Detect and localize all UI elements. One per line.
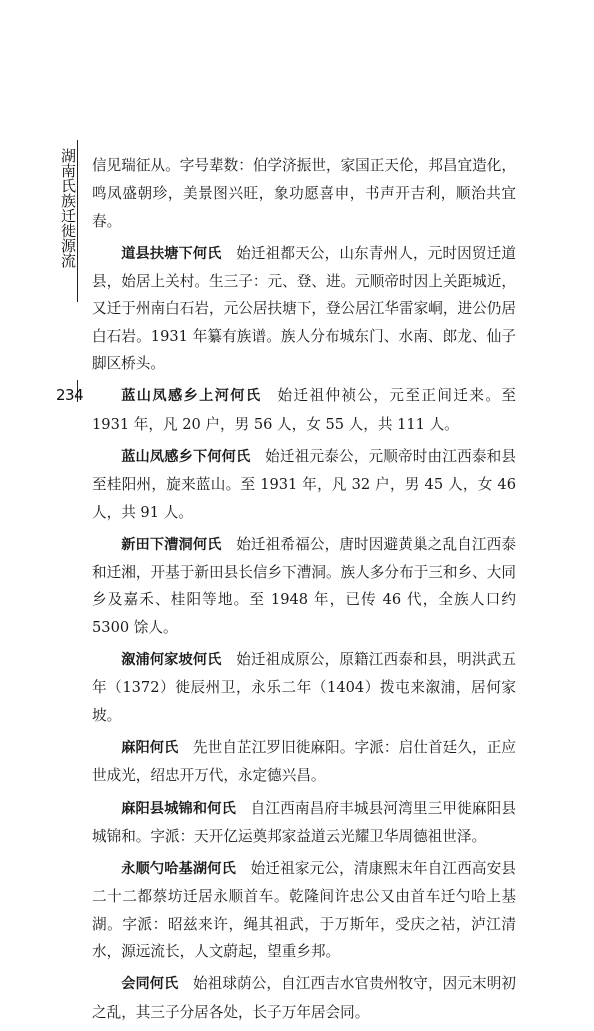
entry-text: 始迁祖成原公，原籍江西泰和县，明洪武五年（1372）徙辰州卫，永乐二年（1404）拨屯来溆浦，居何家坡。 (92, 651, 516, 724)
running-title: 湖南氏族迁徙源流 (59, 148, 77, 268)
margin-rule (77, 140, 78, 302)
entry-text: 信见瑞征从。字号辈数：伯学济振世，家国正天伦，邦昌宜造化，鸣凤盛朝珍，美景图兴旺，象功愿喜申，书声开吉利，顺治共宜春。 (92, 157, 516, 230)
paragraph (92, 734, 516, 790)
paragraph (92, 443, 516, 526)
paragraph (92, 970, 516, 1026)
main-text (92, 152, 516, 1031)
paragraph (92, 795, 516, 851)
paragraph (92, 240, 516, 377)
paragraph (92, 531, 516, 641)
entry-text: 始迁祖元泰公，元顺帝时由江西泰和县至桂阳州，旋来蓝山。至 1931 年，凡 32 户，男 45 人，女 46 人，共 91 人。 (92, 447, 516, 521)
entry-title: 会同何氏 (121, 976, 179, 993)
paragraph (92, 855, 516, 965)
paragraph (92, 646, 516, 729)
entry-title: 麻阳何氏 (121, 739, 179, 756)
entry-text: 先世自芷江罗旧徙麻阳。字派：启仕首廷久，正应世成光，绍忠开万代，永定德兴昌。 (92, 738, 516, 785)
entry-title: 蓝山凤感乡下何何氏 (121, 448, 251, 465)
entry-text: 始迁祖仲祯公，元至正间迁来。至 1931 年，凡 20 户，男 56 人，女 55 人，共 111 人。 (92, 387, 516, 433)
entry-title: 溆浦何家坡何氏 (121, 652, 222, 669)
paragraph (92, 152, 516, 235)
entry-title: 麻阳县城锦和何氏 (121, 800, 236, 817)
entry-title: 新田下漕洞何氏 (121, 536, 222, 553)
entry-title: 道县扶塘下何氏 (121, 245, 222, 262)
paragraph (92, 382, 516, 438)
entry-text: 始迁祖都天公，山东青州人，元时因贸迁道县，始居上关村。生三子：元、登、进。元顺帝时因上关距城近，又迁于州南白石岩，元公居扶塘下，登公居江华雷家峒，进公仍居白石岩。1931 年纂有族谱。族人分布城东门、水南、郎龙、仙子脚区桥头。 (92, 244, 516, 373)
page-number: 234 (56, 386, 84, 404)
entry-text: 始迁祖希福公，唐时因避黄巢之乱自江西泰和迁湘，开基于新田县长信乡下漕洞。族人多分布于三和乡、大同乡及嘉禾、桂阳等地。至 1948 年，已传 46 代，全族人口约 5300 馀人。 (92, 535, 516, 636)
entry-title: 蓝山凤感乡上河何氏 (121, 388, 262, 405)
entry-text: 自江西南昌府丰城县河湾里三甲徙麻阳县城锦和。字派：天开亿运奠邦家益道云光耀卫华周德祖世泽。 (92, 799, 516, 845)
entry-title: 永顺勺哈基湖何氏 (121, 861, 236, 878)
entry-text: 始祖球荫公，自江西吉水官贵州牧守，因元末明初之乱，其三子分居各处，长子万年居会同。 (92, 975, 516, 1021)
entry-text: 始迁祖家元公，清康熙末年自江西高安县二十二都蔡坊迁居永顺首车。乾隆间许忠公又由首车迁勺哈上基湖。字派：昭兹来许，绳其祖武，于万斯年，受庆之祜，泸江清水，源远流长，人文蔚起，望重乡邦。 (92, 860, 516, 961)
